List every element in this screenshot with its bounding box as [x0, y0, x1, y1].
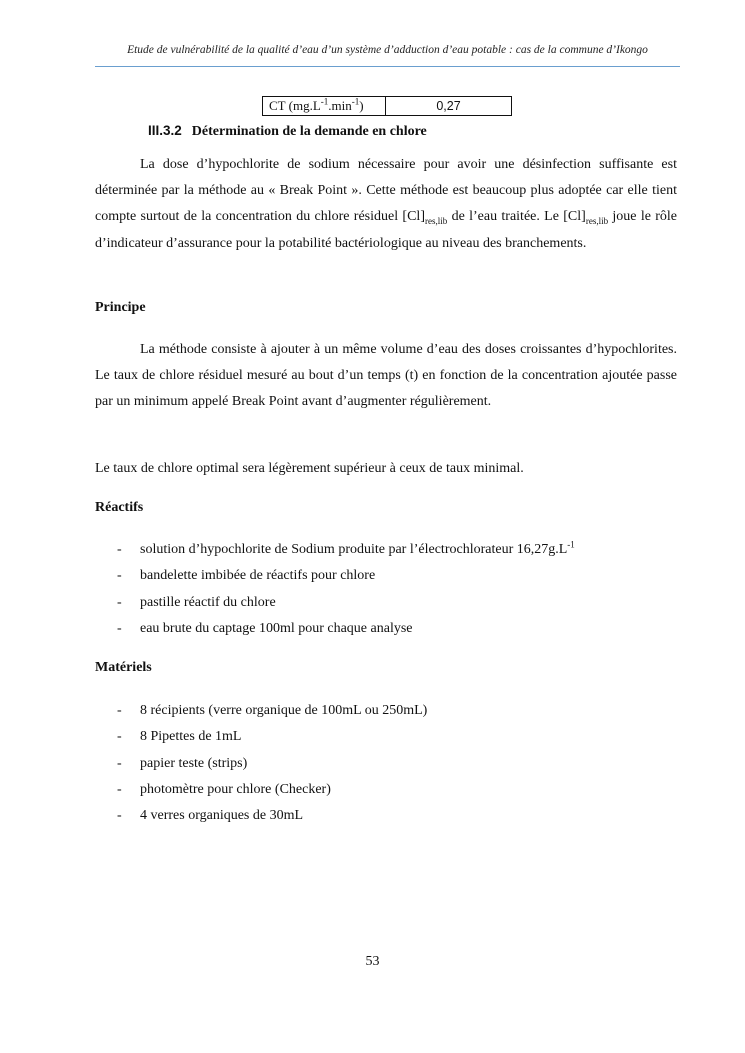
list-item: - papier teste (strips) [117, 755, 248, 771]
list-item: - 8 récipients (verre organique de 100mL ou 250mL) [117, 703, 428, 718]
header-rule [95, 66, 680, 67]
principe-paragraph: La méthode consiste à ajouter à un même volume d’eau des doses croissantes d’hypochlorites. Le taux de chlore résiduel mesuré au bout d’un temps (t) en fonction de la concentration ajoutée passe par un minimum appelé Break Point avant d’augmenter régulièrement. [95, 342, 677, 410]
page-number: 53 [365, 954, 380, 969]
reactifs-heading: Réactifs [95, 500, 144, 515]
intro-paragraph: La dose d’hypochlorite de sodium nécessaire pour avoir une désinfection suffisante est déterminée par la méthode au « Break Point ». Cette méthode est beaucoup plus adoptée car elle tient compte surtout de la concentration du chlore résiduel $[Cl]_{res,lib}$ de l’eau traitée. Le $[Cl]_{res,lib}$ joue le rôle d’indicateur d’assurance pour la potabilité bactériologique au niveau des branchements. [95, 157, 678, 251]
principe-heading: Principe [95, 300, 146, 315]
list-item: - 4 verres organiques de 30mL [117, 808, 304, 824]
materiels-list [95, 698, 427, 829]
section-number: III.3.2 [148, 123, 182, 138]
section-heading [148, 123, 427, 140]
ct-value-cell: 0,27 [386, 97, 512, 116]
list-item: - photomètre pour chlore (Checker) [117, 781, 331, 797]
section-title: Détermination de la demande en chlore [191, 124, 427, 139]
materiels-heading: Matériels [95, 660, 152, 675]
reactifs-list [95, 537, 575, 642]
list-item: - bandelette imbibée de réactifs pour chlore [117, 568, 376, 584]
list-item: - pastille réactif du chlore [117, 594, 276, 610]
table-row [263, 97, 512, 116]
list-item: - 8 Pipettes de 1mL [117, 729, 242, 745]
principe-conclusion: Le taux de chlore optimal sera légèrement supérieur à ceux de taux minimal. [95, 461, 524, 476]
ct-label-cell: CT $(mg.L^{-1}.\min^{-1})$ [263, 97, 386, 116]
list-item: - solution d’hypochlorite de Sodium produite par l’électrochlorateur $16,27g.L^{-1}$ [117, 539, 575, 557]
running-header: Etude de vulnérabilité de la qualité d’eau d’un système d’adduction d’eau potable : cas de la commune d’Ikongo [127, 44, 648, 56]
list-item: - eau brute du captage 100ml pour chaque analyse [117, 620, 413, 636]
ct-table [262, 96, 512, 116]
